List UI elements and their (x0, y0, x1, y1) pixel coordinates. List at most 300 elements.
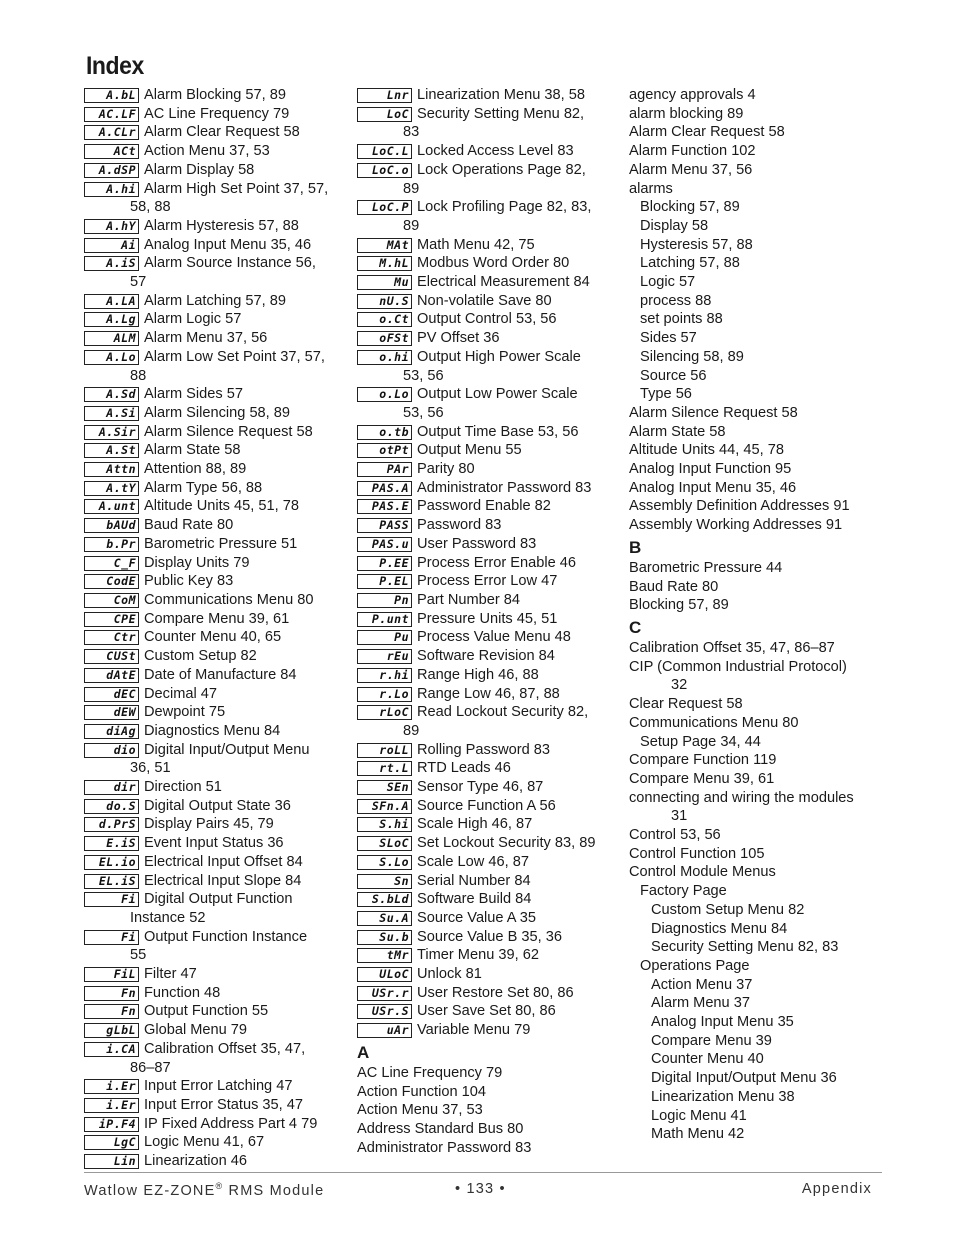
display-code: A.Lg (84, 312, 139, 327)
entry-term: Administrator Password 83 (417, 479, 592, 496)
entry-term: Set Lockout Security 83, 89 (417, 835, 596, 852)
index-subentry: Blocking 57, 89 (640, 199, 740, 216)
display-code: o.tb (357, 425, 412, 440)
index-entry (84, 647, 346, 666)
index-entry-text (144, 984, 346, 1003)
display-code: uAr (357, 1023, 412, 1038)
index-entry-text (144, 1115, 346, 1134)
index-entry (357, 423, 619, 442)
display-code: Sn (357, 874, 412, 889)
display-code: USr.r (357, 986, 412, 1001)
footer-section: Appendix (801, 1181, 872, 1197)
entry-continuation: 36, 51 (130, 760, 171, 777)
display-code: dEW (84, 705, 139, 720)
index-subentry: Type 56 (640, 386, 692, 403)
index-entry-text (144, 516, 346, 535)
entry-term: Output Function 55 (144, 1003, 269, 1020)
index-entry (357, 1002, 619, 1021)
index-entry (84, 1096, 346, 1115)
display-code: FiL (84, 967, 139, 982)
display-code: ACt (84, 144, 139, 159)
entry-term: PV Offset 36 (417, 330, 500, 347)
index-entry (357, 703, 619, 740)
index-entry (84, 965, 346, 984)
index-entry: Alarm Function 102 (629, 143, 756, 160)
index-entry: Blocking 57, 89 (629, 597, 729, 614)
index-entry (84, 1077, 346, 1096)
display-code: Attn (84, 462, 139, 477)
index-entry-text (417, 666, 619, 685)
entry-term: Range High 46, 88 (417, 666, 539, 683)
index-entry (357, 909, 619, 928)
display-code: CPE (84, 612, 139, 627)
index-subentry: 31 (671, 808, 688, 825)
index-entry-text (417, 310, 619, 329)
entry-term: Alarm Hysteresis 57, 88 (144, 217, 299, 234)
display-code: A.CLr (84, 125, 139, 140)
entry-term: Alarm State 58 (144, 442, 241, 459)
index-column-1 (84, 86, 346, 1171)
display-code: Ctr (84, 630, 139, 645)
entry-term: Alarm Latching 57, 89 (144, 292, 286, 309)
index-entry-text (403, 348, 619, 385)
index-entry-text (417, 909, 619, 928)
entry-term: Linearization 46 (144, 1153, 248, 1170)
entry-term: Input Error Status 35, 47 (144, 1096, 303, 1113)
entry-term: Decimal 47 (144, 685, 217, 702)
index-subentry: Counter Menu 40 (651, 1051, 764, 1068)
entry-term: Baud Rate 80 (144, 517, 234, 534)
entry-continuation: 83 (403, 124, 420, 141)
index-entry (84, 161, 346, 180)
index-entry: Analog Input Menu 35, 46 (629, 479, 797, 496)
index-entry: Assembly Working Addresses 91 (629, 517, 843, 534)
index-entry-text (144, 535, 346, 554)
index-entry: Address Standard Bus 80 (357, 1120, 524, 1137)
footer-product: RMS Module (223, 1182, 325, 1199)
entry-term: Input Error Latching 47 (144, 1078, 293, 1095)
index-entry-text (144, 385, 346, 404)
index-entry (357, 161, 619, 198)
index-entry (357, 292, 619, 311)
index-entry (84, 479, 346, 498)
index-entry-text (144, 497, 346, 516)
index-entry-text (417, 236, 619, 255)
index-entry (357, 329, 619, 348)
section-letter: B (629, 537, 642, 557)
index-entry (84, 310, 346, 329)
entry-term: Logic Menu 41, 67 (144, 1134, 265, 1151)
index-entry-text (403, 703, 619, 740)
index-entry-text (144, 1002, 346, 1021)
entry-term: Lock Operations Page 82, (417, 161, 586, 178)
display-code: C_F (84, 556, 139, 571)
index-entry (357, 741, 619, 760)
display-code: SLoC (357, 836, 412, 851)
entry-term: Public Key 83 (144, 573, 234, 590)
entry-term: Alarm Type 56, 88 (144, 479, 263, 496)
index-entry (357, 591, 619, 610)
index-entry-text (144, 703, 346, 722)
index-entry (84, 628, 346, 647)
entry-term: Sensor Type 46, 87 (417, 779, 544, 796)
index-entry-text (417, 441, 619, 460)
index-entry (357, 685, 619, 704)
display-code: Lnr (357, 88, 412, 103)
index-entry-text (144, 1096, 346, 1115)
index-entry (357, 479, 619, 498)
index-entry-text (417, 872, 619, 891)
index-subentry: Math Menu 42 (651, 1126, 745, 1143)
entry-term: Global Menu 79 (144, 1022, 248, 1039)
entry-continuation: 53, 56 (403, 367, 444, 384)
index-entry (84, 86, 346, 105)
display-code: LgC (84, 1135, 139, 1150)
display-code: oFSt (357, 331, 412, 346)
index-entry-text (144, 872, 346, 891)
display-code: PAS.E (357, 499, 412, 514)
index-entry-text (403, 385, 619, 422)
index-entry: Alarm Menu 37, 56 (629, 161, 753, 178)
index-entry-text (417, 292, 619, 311)
index-entry (357, 441, 619, 460)
entry-term: Password Enable 82 (417, 498, 551, 515)
index-subentry: Logic Menu 41 (651, 1107, 747, 1124)
index-entry (357, 628, 619, 647)
entry-term: Part Number 84 (417, 591, 521, 608)
display-code: Fi (84, 892, 139, 907)
index-entry (84, 1040, 346, 1077)
index-entry (84, 236, 346, 255)
index-entry (357, 497, 619, 516)
index-entry-text (144, 123, 346, 142)
index-entry-text (417, 834, 619, 853)
footer-brand-name: Watlow EZ-ZONE (84, 1182, 216, 1199)
index-entry-text (144, 479, 346, 498)
index-entry: Control 53, 56 (629, 827, 721, 844)
index-subentry: Logic 57 (640, 274, 696, 291)
display-code: P.EE (357, 556, 412, 571)
index-subentry: Analog Input Menu 35 (651, 1014, 794, 1031)
index-entry-text (417, 460, 619, 479)
entry-term: Alarm Logic 57 (144, 311, 242, 328)
index-entry-text (130, 928, 346, 965)
index-subentry: Linearization Menu 38 (651, 1088, 795, 1105)
index-entry-text (417, 516, 619, 535)
display-code: nU.S (357, 294, 412, 309)
display-code: Fn (84, 1004, 139, 1019)
index-entry (357, 834, 619, 853)
display-code: MAt (357, 238, 412, 253)
entry-term: RTD Leads 46 (417, 760, 511, 777)
index-entry (357, 348, 619, 385)
index-entry-text (130, 1040, 346, 1077)
display-code: LoC.P (357, 200, 412, 215)
display-code: A.Si (84, 406, 139, 421)
index-entry-text (144, 161, 346, 180)
index-entry (84, 217, 346, 236)
display-code: EL.io (84, 855, 139, 870)
entry-term: Altitude Units 45, 51, 78 (144, 498, 299, 515)
index-entry-text (144, 1077, 346, 1096)
display-code: EL.iS (84, 874, 139, 889)
display-code: SFn.A (357, 799, 412, 814)
entry-term: Process Error Low 47 (417, 573, 558, 590)
page-title: Index (86, 52, 144, 80)
entry-term: User Save Set 80, 86 (417, 1003, 556, 1020)
index-subentry: Setup Page 34, 44 (640, 733, 761, 750)
index-entry (84, 815, 346, 834)
entry-continuation: 88 (130, 367, 147, 384)
display-code: A.bL (84, 88, 139, 103)
index-entry (357, 759, 619, 778)
index-entry (357, 928, 619, 947)
index-entry-text (144, 628, 346, 647)
display-code: S.hi (357, 817, 412, 832)
entry-term: Alarm Sides 57 (144, 386, 243, 403)
index-entry-text (130, 254, 346, 291)
index-entry (357, 797, 619, 816)
display-code: PAS.A (357, 481, 412, 496)
entry-term: User Password 83 (417, 535, 537, 552)
display-code: r.Lo (357, 687, 412, 702)
index-entry-text (417, 946, 619, 965)
display-code: LoC.L (357, 144, 412, 159)
index-entry-text (144, 236, 346, 255)
index-subentry: 32 (671, 677, 688, 694)
display-code: rt.L (357, 761, 412, 776)
entry-term: Alarm Source Instance 56, (144, 255, 316, 272)
entry-term: Range Low 46, 87, 88 (417, 685, 560, 702)
display-code: PAr (357, 462, 412, 477)
entry-term: Diagnostics Menu 84 (144, 722, 281, 739)
index-subentry: Hysteresis 57, 88 (640, 236, 753, 253)
index-entry-text (417, 535, 619, 554)
index-entry (84, 572, 346, 591)
display-code: Su.A (357, 911, 412, 926)
index-entry (84, 928, 346, 965)
entry-term: Alarm Silence Request 58 (144, 423, 313, 440)
entry-term: Unlock 81 (417, 966, 482, 983)
entry-term: Display Units 79 (144, 554, 250, 571)
entry-term: Output Time Base 53, 56 (417, 423, 579, 440)
display-code: r.hi (357, 668, 412, 683)
index-subentry: process 88 (640, 292, 712, 309)
entry-continuation: 58, 88 (130, 199, 171, 216)
entry-term: Password 83 (417, 517, 502, 534)
index-entry-text (417, 329, 619, 348)
entry-term: Scale Low 46, 87 (417, 853, 529, 870)
index-subentry: Security Setting Menu 82, 83 (651, 939, 839, 956)
index-entry-text (417, 759, 619, 778)
entry-term: Electrical Input Slope 84 (144, 872, 302, 889)
display-code: i.Er (84, 1098, 139, 1113)
index-entry-text (144, 404, 346, 423)
entry-term: Calibration Offset 35, 47, (144, 1040, 306, 1057)
index-entry (357, 273, 619, 292)
index-entry-text (144, 834, 346, 853)
entry-term: Serial Number 84 (417, 872, 531, 889)
index-entry-text (144, 610, 346, 629)
index-entry (357, 965, 619, 984)
index-entry: Compare Menu 39, 61 (629, 770, 775, 787)
index-entry (84, 834, 346, 853)
index-entry (357, 86, 619, 105)
entry-term: Custom Setup 82 (144, 648, 257, 665)
index-entry-text (144, 591, 346, 610)
index-entry (84, 1002, 346, 1021)
index-entry (84, 423, 346, 442)
entry-term: Output High Power Scale (417, 348, 581, 365)
index-subentry: Alarm Menu 37 (651, 995, 750, 1012)
index-entry-text (144, 554, 346, 573)
entry-term: Non-volatile Save 80 (417, 292, 552, 309)
index-entry (357, 610, 619, 629)
display-code: Fi (84, 930, 139, 945)
index-entry (84, 610, 346, 629)
index-entry-text (417, 984, 619, 1003)
index-entry (357, 460, 619, 479)
display-code: iP.F4 (84, 1117, 139, 1132)
index-entry (84, 329, 346, 348)
display-code: CoM (84, 593, 139, 608)
index-entry-text (144, 441, 346, 460)
display-code: Pn (357, 593, 412, 608)
entry-term: Electrical Measurement 84 (417, 274, 590, 291)
index-entry: alarms (629, 180, 673, 197)
index-entry-text (417, 479, 619, 498)
index-entry-text (417, 815, 619, 834)
entry-term: Rolling Password 83 (417, 741, 551, 758)
index-entry (357, 516, 619, 535)
entry-continuation: 89 (403, 722, 420, 739)
index-entry (84, 516, 346, 535)
entry-term: Date of Manufacture 84 (144, 666, 297, 683)
entry-term: Alarm Display 58 (144, 161, 255, 178)
index-entry: Administrator Password 83 (357, 1139, 532, 1156)
entry-term: Alarm Clear Request 58 (144, 124, 300, 141)
index-entry-text (130, 348, 346, 385)
entry-continuation: 89 (403, 217, 420, 234)
index-entry-text (417, 741, 619, 760)
display-code: A.dSP (84, 163, 139, 178)
index-entry-text (144, 965, 346, 984)
index-column-2 (357, 86, 619, 1157)
index-entry (84, 554, 346, 573)
index-entry (84, 105, 346, 124)
index-entry-text (144, 572, 346, 591)
entry-term: Alarm Menu 37, 56 (144, 330, 268, 347)
index-entry (84, 404, 346, 423)
entry-term: Direction 51 (144, 779, 222, 796)
index-entry-text (417, 572, 619, 591)
entry-term: Function 48 (144, 984, 221, 1001)
index-entry-text (144, 853, 346, 872)
index-entry (84, 984, 346, 1003)
display-code: b.Pr (84, 537, 139, 552)
display-code: rLoC (357, 705, 412, 720)
display-code: USr.S (357, 1004, 412, 1019)
index-entry (84, 703, 346, 722)
display-code: A.LA (84, 294, 139, 309)
index-entry (357, 815, 619, 834)
display-code: dEC (84, 687, 139, 702)
display-code: i.CA (84, 1042, 139, 1057)
entry-continuation: 55 (130, 947, 147, 964)
index-entry-text (144, 797, 346, 816)
display-code: A.St (84, 443, 139, 458)
display-code: S.Lo (357, 855, 412, 870)
index-entry-text (144, 647, 346, 666)
index-entry-text (144, 815, 346, 834)
index-entry: Clear Request 58 (629, 696, 743, 713)
display-code: o.hi (357, 350, 412, 365)
index-entry (84, 797, 346, 816)
index-entry-text (403, 161, 619, 198)
index-entry (84, 385, 346, 404)
index-entry-text (417, 273, 619, 292)
index-entry-text (417, 423, 619, 442)
index-entry (84, 123, 346, 142)
index-column-3 (629, 86, 889, 1144)
registered-mark: ® (215, 1181, 224, 1191)
entry-term: AC Line Frequency 79 (144, 105, 290, 122)
index-subentry: Digital Input/Output Menu 36 (651, 1070, 837, 1087)
entry-term: Math Menu 42, 75 (417, 236, 535, 253)
display-code: P.EL (357, 574, 412, 589)
index-entry-text (417, 853, 619, 872)
index-entry-text (417, 685, 619, 704)
index-entry-text (417, 497, 619, 516)
index-entry (84, 441, 346, 460)
display-code: dir (84, 780, 139, 795)
index-entry (357, 236, 619, 255)
index-entry-text (144, 1133, 346, 1152)
entry-term: Process Value Menu 48 (417, 629, 571, 646)
entry-term: Output Function Instance (144, 928, 308, 945)
index-entry-text (144, 217, 346, 236)
entry-term: Alarm High Set Point 37, 57, (144, 180, 329, 197)
display-code: tMr (357, 948, 412, 963)
index-entry-text (417, 647, 619, 666)
entry-term: Security Setting Menu 82, (417, 105, 585, 122)
index-entry-text (403, 198, 619, 235)
entry-term: Source Value B 35, 36 (417, 928, 562, 945)
entry-term: Software Build 84 (417, 891, 532, 908)
index-entry: Control Function 105 (629, 845, 765, 862)
display-code: A.Sir (84, 425, 139, 440)
index-subentry: Source 56 (640, 367, 707, 384)
index-entry-text (417, 591, 619, 610)
index-entry-text (144, 292, 346, 311)
display-code: dio (84, 743, 139, 758)
entry-term: Event Input Status 36 (144, 835, 284, 852)
entry-continuation: 89 (403, 180, 420, 197)
display-code: o.Lo (357, 387, 412, 402)
index-entry (84, 1152, 346, 1171)
display-code: i.Er (84, 1079, 139, 1094)
entry-term: Alarm Silencing 58, 89 (144, 404, 291, 421)
index-entry-text (144, 460, 346, 479)
display-code: d.PrS (84, 817, 139, 832)
entry-term: Digital Input/Output Menu (144, 741, 310, 758)
index-entry (357, 890, 619, 909)
index-subentry: Sides 57 (640, 330, 697, 347)
index-entry: Action Function 104 (357, 1083, 486, 1100)
index-subentry: Compare Menu 39 (651, 1032, 772, 1049)
index-entry-text (144, 778, 346, 797)
index-entry (84, 853, 346, 872)
